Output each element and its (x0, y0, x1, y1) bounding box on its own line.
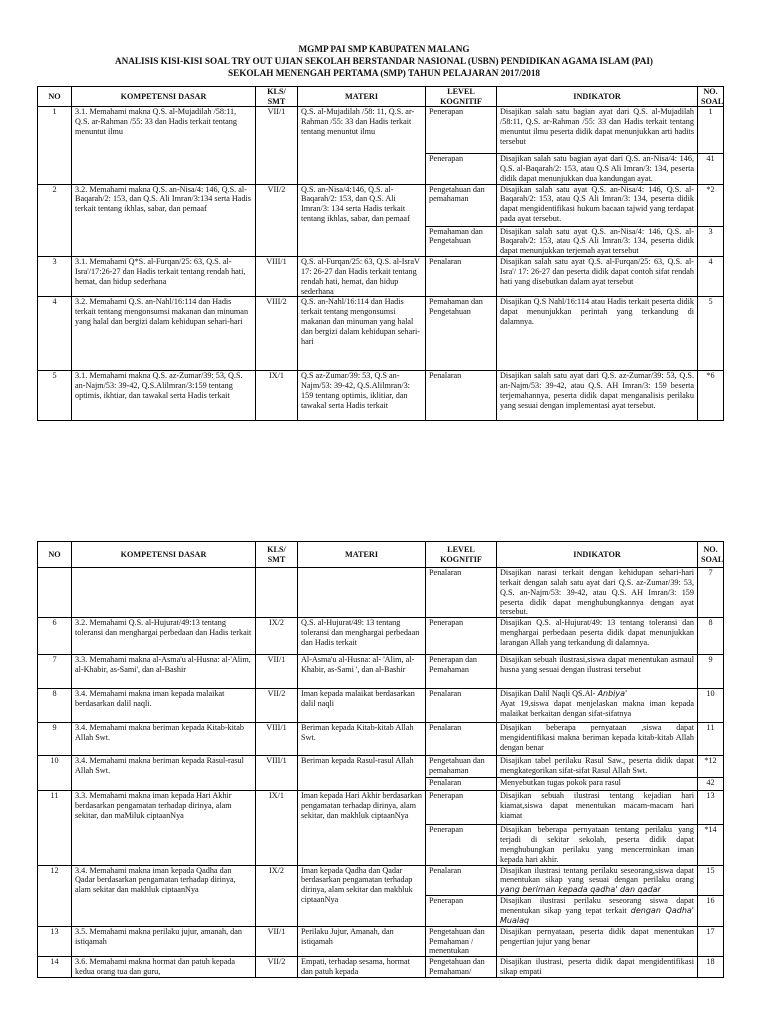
table-row (38, 756, 724, 778)
kompetensi-dasar-cell: 3.5. Memahami makna perilaku jujur, amanah, dan istiqamah (72, 926, 256, 957)
kls-smt-cell: IX/1 (256, 371, 298, 421)
indikator-text: Disajikan sebuah ilustrasi,siswa dapat menentukan asmaul husna yang sesuai dengan ilustrasi tersebut (500, 655, 694, 675)
row-no: 14 (38, 957, 72, 978)
kompetensi-dasar-cell: 3.2. Memahami Q.S. an-Nahl/16:114 dan Hadis terkait tentang mengonsumsi makanan dan minuman yang halal dan bergizi dalam kehidupan sehari-hari (72, 297, 256, 371)
col-kompetensi-dasar: KOMPETENSI DASAR (72, 542, 256, 568)
col-materi: MATERI (298, 542, 426, 568)
no-soal-cell: 8 (698, 618, 724, 655)
materi-cell: Q.S. al-Hujurat/49: 13 tentang toleransi dan menghargai perbedaan dan Hadis terkait (298, 618, 426, 655)
materi-cell: Perilaku Jujur, Amanah, dan istiqamah (298, 926, 426, 957)
level-kognitif-cell: Penerapan (426, 896, 497, 927)
table-row (38, 689, 724, 723)
kisi-kisi-table-1 (37, 86, 724, 421)
indikator-text: Disajikan ilustrasi tentang perilaku seseorang,siswa dapat menentukan sikap yang sesuai dengan perilaku orang (500, 865, 694, 885)
indikator-text: Disajikan ilustrasi, peserta didik dapat mengidentifikasi sikap empati (500, 957, 694, 977)
col-indikator: INDIKATOR (497, 542, 698, 568)
level-kognitif-cell: Penerapan dan Pemahaman (426, 655, 497, 689)
header-line-3: SEKOLAH MENENGAH PERTAMA (SMP) TAHUN PELAJARAN 2017/2018 (227, 67, 541, 78)
materi-cell: Q.S az-Zumar/39: 53, Q.S an-Najm/53: 39-42, Q.S.Alilmran/3: 159 tentang optimis, iklitiar, dan tawakal serta Hadis terkait (298, 371, 426, 421)
kisi-kisi-table-2 (37, 541, 724, 978)
kompetensi-dasar-cell: 3.3. Memahami makna iman kepada Hari Akhir berdasarkan pengamatan terhadap dirinya, alam sekitar, dan maMiluk ciptaanNya (72, 791, 256, 865)
table-row (38, 791, 724, 825)
table-row (38, 371, 724, 421)
level-kognitif-cell: Pengetahuan dan pemahaman (426, 184, 497, 226)
indikator-text: Disajikan salah satu bagian ayat dari Q.S. al-Mujadilah /58:11, Q.S. ar-Rahman /55: 33 dan Hadis terkait tentang menuntut ilmu peserta didik dapat menunjukkan arti hadits tersebut (500, 107, 694, 146)
indikator-cell (497, 257, 698, 297)
table-row (38, 257, 724, 297)
table-row (38, 618, 724, 655)
kompetensi-dasar-cell: 3.2. Memahami Q.S. al-Hujurat/49:13 tentang toleransi dan menghargai perbedaan dan Hadis terkait (72, 618, 256, 655)
col-level-kognitif: LEVEL KOGNITIF (426, 87, 497, 107)
table-row (38, 957, 724, 978)
materi-cell: Q.S. an-Nahl/16:114 dan Hadis terkait tentang mengonsumsi makanan dan minuman yang halal dan bergizi dalam kehidupan sehari-hari (298, 297, 426, 371)
materi-cell: Iman kepada malaikat berdasarkan dalil naqli (298, 689, 426, 723)
kompetensi-dasar-cell: 3.1. Memahami makna Q.S. az-Zumar/39: 53, Q.S. an-Najm/53: 39-42, Q.S.Alilmran/3:159 tentang optimis, ikhtiar, dan tawakal serta Hadis terkait (72, 371, 256, 421)
kompetensi-dasar-cell: 3.4. Memahami makna beriman kepada Rasul-rasul Allah Swt. (72, 756, 256, 791)
indikator-text: Disajikan Q.S Nahl/16:114 atau Hadis terkait peserta didik dapat menunjukkan perintah yang terkandung di dalamnya. (500, 297, 694, 327)
materi-cell: Q.S. al-Mujadilah /58: 11, Q.S. ar-Rahman /55: 33 dan Hadis terkait tentang menuntut ilmu (298, 107, 426, 185)
no-soal-cell: 11 (698, 723, 724, 756)
col-level-kognitif: LEVEL KOGNITIF (426, 542, 497, 568)
no-soal-cell: 42 (698, 778, 724, 791)
level-kognitif-cell: Penalaran (426, 257, 497, 297)
level-kognitif-cell: Penalaran (426, 778, 497, 791)
level-kognitif-cell: Pengetahuan dan pemahaman (426, 756, 497, 778)
no-soal-cell: 4 (698, 257, 724, 297)
header-line-1: MGMP PAI SMP KABUPATEN MALANG (298, 44, 470, 54)
row-no: 8 (38, 689, 72, 723)
indikator-cell (497, 778, 698, 791)
kompetensi-dasar-cell: 3.1. Memahami makna Q.S. al-Mujadilah /58:11, Q.S. ar-Rahman /55: 33 dan Hadis terkait tentang menuntut ilmu (72, 107, 256, 185)
no-soal-cell: 7 (698, 568, 724, 618)
table-row (38, 184, 724, 226)
no-soal-cell: 9 (698, 655, 724, 689)
materi-cell: Iman kepada Hari Akhir berdasarkan pengamatan terhadap dirinya, alam sekitar, dan makhluk ciptaanNya (298, 791, 426, 865)
level-kognitif-cell: Penalaran (426, 723, 497, 756)
handwritten-note: dengan Qadha' Mualaq (500, 905, 694, 925)
no-soal-cell: 5 (698, 297, 724, 371)
kompetensi-dasar-cell: 3.3. Memahami makna al-Asma'u al-Husna: al-'Alim, al-Khabir, as-Sami', dan al-Bashir (72, 655, 256, 689)
kompetensi-dasar-cell (72, 568, 256, 618)
table-body-2 (38, 568, 724, 978)
indikator-cell (497, 107, 698, 154)
level-kognitif-cell: Penalaran (426, 371, 497, 421)
indikator-text: Disajikan salah satu ayat Q.S. an-Nisa/4: 146, Q.S. al-Baqarah/2: 153, atau Q.S Ali Imran/3: 134, peserta didik dapat menunjukkan terjemah ayat tersebut (500, 226, 694, 256)
indikator-cell (497, 723, 698, 756)
indikator-text: Disajikan ilustrasi perilaku seseorang siswa dapat menentukan sikap yang tepat terkait (500, 896, 694, 915)
no-soal-cell: *14 (698, 825, 724, 865)
no-soal-cell: 1 (698, 107, 724, 154)
kls-smt-cell: VII/2 (256, 184, 298, 257)
row-no: 4 (38, 297, 72, 371)
level-kognitif-cell: Penerapan (426, 825, 497, 865)
col-no: NO (38, 87, 72, 107)
col-no-soal: NO. SOAL (698, 87, 724, 107)
level-kognitif-cell: Pemahaman dan Pengetahuan (426, 226, 497, 257)
row-no: 7 (38, 655, 72, 689)
row-no: 9 (38, 723, 72, 756)
level-kognitif-cell: Pengetahuan dan Pemahaman/ (426, 957, 497, 978)
indikator-text: Disajikan pernyataan, peserta didik dapat menentukan pengertian jujur yang benar (500, 926, 694, 946)
col-no: NO (38, 542, 72, 568)
indikator-text-cont: Ayat 19,siswa dapat menjelaskan makna iman kepada malaikat berkaitan dengan sifat-sifatnya (500, 699, 694, 718)
indikator-cell (497, 791, 698, 825)
col-no-soal: NO. SOAL (698, 542, 724, 568)
materi-cell: Q.S. an-Nisa/4:146, Q.S. al-Baqarah/2: 153, dan Q.S. Ali Imran/3: 134 serta Hadis terkait tentang ikhlas, sabar, dan pemaaf (298, 184, 426, 257)
no-soal-cell: *2 (698, 184, 724, 226)
document-header (0, 44, 768, 80)
kompetensi-dasar-cell: 3.2. Memahami makna Q.S. an-Nisa/4: 146, Q.S. al-Baqarah/2: 153, dan Q.S. Ali Imran/3:134 serta Hadis terkait tentang ikhlas, sabar, dan pemaaf (72, 184, 256, 257)
level-kognitif-cell: Pemahaman dan Pengetahuan (426, 297, 497, 371)
row-no: 12 (38, 865, 72, 926)
indikator-cell (497, 371, 698, 421)
indikator-text: Disajikan salah satu ayat Q.S. al-Furqan/25: 63, Q.S. al-Isra'/ 17: 26-27 dan peserta didik dapat contoh sifat rendah hati yang disebutkan dalam ayat tersebut (500, 257, 694, 286)
table-row (38, 568, 724, 618)
indikator-text: Disajikan narasi terkait dengan kehidupan sehari-hari terkait dengan salah satu ayat dari Q.S. az-Zumar/39: 53, Q.S. an-Najm/53: 39-42, atau Q.S. AH Imran/3: 159 peserta didik dapat menghubungkannya dengan ayat tersebut. (500, 568, 694, 617)
level-kognitif-cell: Penerapan (426, 618, 497, 655)
row-no: 10 (38, 756, 72, 791)
level-kognitif-cell: Penalaran (426, 865, 497, 896)
col-kls-smt: KLS/ SMT (256, 87, 298, 107)
no-soal-cell: 18 (698, 957, 724, 978)
row-no: 6 (38, 618, 72, 655)
kompetensi-dasar-cell: 3.4. Memahami makna beriman kepada Kitab-kitab Allah Swt. (72, 723, 256, 756)
level-kognitif-cell: Penalaran (426, 689, 497, 723)
no-soal-cell: 41 (698, 154, 724, 185)
kls-smt-cell: VII/2 (256, 957, 298, 978)
kompetensi-dasar-cell: 3.4. Memahami makna iman kepada Qadha dan Qadar berdasarkan pengamatan terhadap dirinya, alam sekitar dan makhluk ciptaanNya (72, 865, 256, 926)
indikator-text: Disajikan salah satu bagian ayat dari Q.S. an-Nisa/4: 146, Q.S. al-Baqarah/2: 153, atau Q.S Ali Imran/3: 134, peserta didik dapat menunjukkan dua kandungan ayat. (500, 154, 694, 183)
kls-smt-cell: VII/1 (256, 107, 298, 185)
kls-smt-cell: IX/1 (256, 791, 298, 865)
kls-smt-cell: VIII/1 (256, 756, 298, 791)
table-row (38, 297, 724, 371)
kls-smt-cell: VII/1 (256, 655, 298, 689)
table-row (38, 926, 724, 957)
level-kognitif-cell: Penerapan (426, 107, 497, 154)
table-row (38, 107, 724, 154)
row-no: 2 (38, 184, 72, 257)
materi-cell: Beriman kepada Rasul-rasul Allah (298, 756, 426, 791)
indikator-cell (497, 226, 698, 257)
level-kognitif-cell: Penerapan (426, 154, 497, 185)
table-row (38, 655, 724, 689)
indikator-cell (497, 756, 698, 778)
materi-cell: Beriman kepada Kitab-kitab Allah Swt. (298, 723, 426, 756)
header-line-2: ANALISIS KISI-KISI SOAL TRY OUT UJIAN SEKOLAH BERSTANDAR NASIONAL (USBN) PENDIDIKAN AGAMA ISLAM (PAI) (114, 55, 653, 66)
materi-cell: Al-Asma'u al-Husna: al- 'Alim, al-Khabir, as-Sami ', dan al-Bashir (298, 655, 426, 689)
indikator-cell (497, 618, 698, 655)
level-kognitif-cell: Penerapan (426, 791, 497, 825)
materi-cell (298, 568, 426, 618)
indikator-text: Menyebutkan tugas pokok para rasul (500, 778, 621, 788)
indikator-cell (497, 957, 698, 978)
indikator-text: Disajikan salah satu ayat dari Q.S. az-Zumar/39: 53, Q.S. an-Najm/53: 39-42, atau Q.S. AH Imran/3: 159 beserta terjemahannya, peserta didik dapat menganalisis perilaku yang sesuai dengan implementasi ayat tersebut. (500, 371, 694, 410)
row-no: 5 (38, 371, 72, 421)
no-soal-cell: 17 (698, 926, 724, 957)
no-soal-cell: *12 (698, 756, 724, 778)
kls-smt-cell: VII/2 (256, 689, 298, 723)
kls-smt-cell: VIII/1 (256, 257, 298, 297)
indikator-text: Disajikan beberapa pernyataan tentang perilaku yang terjadi di sekitar sekolah, peserta didik dapat menghubungkan perilaku yang mencerminkan iman kepada hari akhir. (500, 825, 694, 864)
kompetensi-dasar-cell: 3.1. Memahami Q*S. al-Furqan/25: 63, Q.S. al-Isra'/17:26-27 dan Hadis terkait tentang rendah hati, hemat, dan hidup sederhana (72, 257, 256, 297)
indikator-text: Disajikan sebuah ilustrasi tentang kejadian hari kiamat,siswa dapat menentukan macam-macam hari kiamat (500, 791, 694, 820)
indikator-text: Disajikan beberapa pernyataan ,siswa dapat mengidentifikasi makna beriman kepada kitab-kitab Allah dengan benar (500, 723, 694, 752)
col-kls-smt: KLS/ SMT (256, 542, 298, 568)
row-no: 13 (38, 926, 72, 957)
kls-smt-cell: VIII/1 (256, 723, 298, 756)
materi-cell: Empati, terhadap sesama, hormat dan patuh kepada (298, 957, 426, 978)
kls-smt-cell: VIII/2 (256, 297, 298, 371)
indikator-cell (497, 154, 698, 185)
indikator-cell (497, 896, 698, 927)
no-soal-cell: 10 (698, 689, 724, 723)
indikator-cell (497, 825, 698, 865)
indikator-cell (497, 926, 698, 957)
materi-cell: Iman kepada Qadha dan Qadar berdasarkan pengamatan terhadap dirinya, alam sekitar dan makhluk ciptaanNya (298, 865, 426, 926)
kompetensi-dasar-cell: 3.4. Memahami makna iman kepada malaikat berdasarkan dalil naqli. (72, 689, 256, 723)
row-no: 1 (38, 107, 72, 185)
no-soal-cell: 13 (698, 791, 724, 825)
indikator-cell (497, 297, 698, 371)
kls-smt-cell: IX/2 (256, 618, 298, 655)
col-indikator: INDIKATOR (497, 87, 698, 107)
table-row (38, 723, 724, 756)
no-soal-cell: 3 (698, 226, 724, 257)
indikator-text: Disajikan salah satu ayat Q.S. an-Nisa/4: 146, Q.S. al-Baqarah/2: 153, atau Q.S Ali Imran/3: 134, peserta didik dapat mengidentifikasi hukum bacaan tajwid yang terdapat pada ayat tersebut. (500, 184, 694, 224)
level-kognitif-cell: Penalaran (426, 568, 497, 618)
kompetensi-dasar-cell: 3.6. Memahami makna hormat dan patuh kepada kedua orang tua dan guru, (72, 957, 256, 978)
indikator-cell (497, 655, 698, 689)
handwritten-note: Anbiya' (597, 689, 628, 699)
materi-cell: Q.S. al-Furqan/25: 63, Q.S. al-IsraV 17: 26-27 dan Hadis terkait tentang rendah hati, hemat, dan hidup sederhana (298, 257, 426, 297)
kls-smt-cell: VII/1 (256, 926, 298, 957)
table-row (38, 865, 724, 896)
table-body-1 (38, 107, 724, 421)
kls-smt-cell: IX/2 (256, 865, 298, 926)
col-kompetensi-dasar: KOMPETENSI DASAR (72, 87, 256, 107)
row-no: 11 (38, 791, 72, 865)
indikator-cell (497, 865, 698, 896)
row-no: 3 (38, 257, 72, 297)
handwritten-note: yang beriman kepada qadha' dan qadar (500, 885, 661, 895)
indikator-text: Disajikan tabel perilaku Rasul Saw., peserta didik dapat mengkategorikan sifat-sifat Rasul Allah Swt. (500, 756, 694, 776)
indikator-cell (497, 689, 698, 723)
table-header-row (38, 542, 724, 568)
no-soal-cell: *6 (698, 371, 724, 421)
col-materi: MATERI (298, 87, 426, 107)
row-no (38, 568, 72, 618)
no-soal-cell: 16 (698, 896, 724, 927)
kls-smt-cell (256, 568, 298, 618)
indikator-cell (497, 184, 698, 226)
indikator-text: Disajikan Q.S. al-Hujurat/49: 13 tentang toleransi dan menghargai perbedaan peserta didik dapat menunjukkan larangan Allah yang terkandung di dalamnya. (500, 618, 694, 647)
indikator-text: Disajikan Dalil Naqli QS.Al- (500, 689, 596, 699)
table-header-row (38, 87, 724, 107)
no-soal-cell: 15 (698, 865, 724, 896)
indikator-cell (497, 568, 698, 618)
level-kognitif-cell: Pengetahuan dan Pemahaman / menentukan (426, 926, 497, 957)
